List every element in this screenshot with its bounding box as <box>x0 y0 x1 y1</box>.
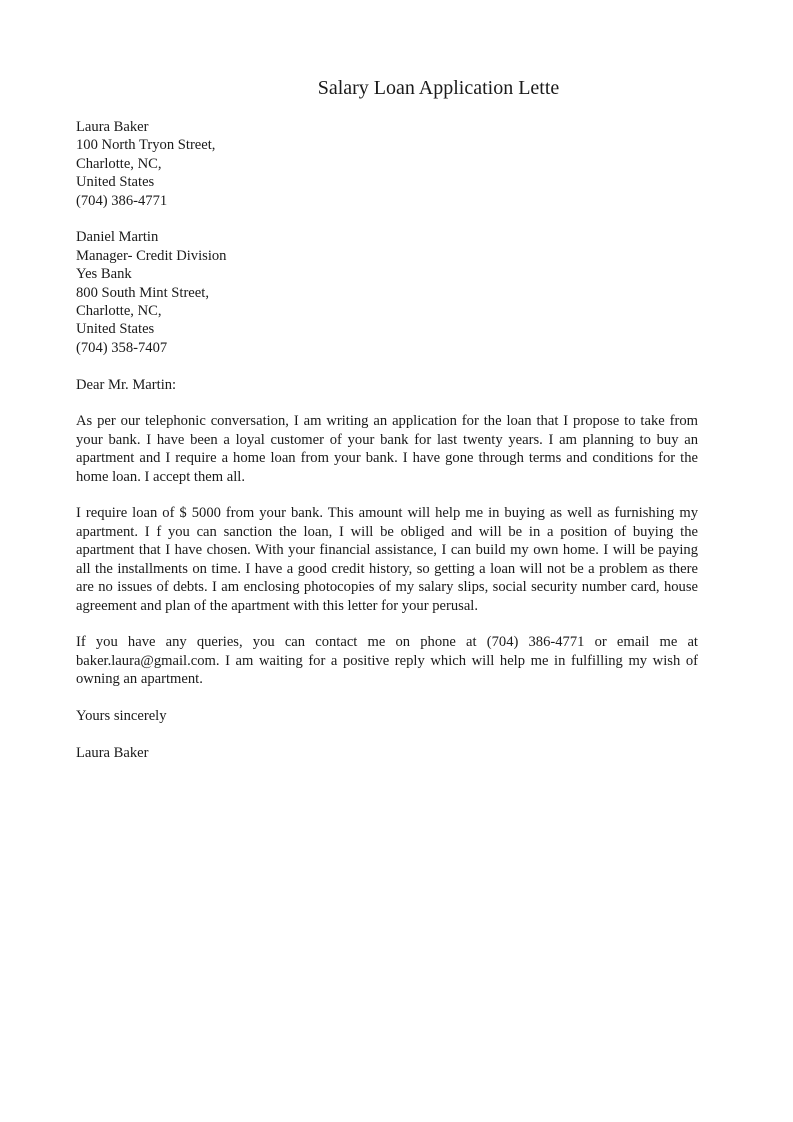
sender-name: Laura Baker <box>76 119 149 135</box>
closing: Yours sincerely <box>76 707 167 724</box>
body-paragraph-1: As per our telephonic conversation, I am writing an application for the loan that I propose to take from your bank. I have been a loyal customer of your bank for last twenty years. I am planning to buy an apartment and I require a home loan from your bank. I have gone through terms and conditions for the home loan. I accept them all. <box>76 413 698 485</box>
recipient-phone: (704) 358-7407 <box>76 339 168 356</box>
recipient-company: Yes Bank <box>76 266 132 283</box>
recipient-country: United States <box>76 321 155 338</box>
signature: Laura Baker <box>76 744 149 761</box>
spacer <box>76 210 698 228</box>
sender-phone: (704) 386-4771 <box>76 192 168 209</box>
sender-country: United States <box>76 174 155 191</box>
spacer <box>76 689 698 707</box>
spacer <box>76 394 698 412</box>
salutation: Dear Mr. Martin: <box>76 376 177 393</box>
recipient-street: 800 South Mint Street, <box>76 284 209 301</box>
body-paragraph-3: If you have any queries, you can contact me on phone at (704) 386-4771 or email me at baker.laura@gmail.com. I am waiting for a positive reply which will help me in fulfilling my wish of owning an apartment. <box>76 634 698 688</box>
body-paragraph-2: I require loan of $ 5000 from your bank. This amount will help me in buying as well as furnishing my apartment. I f you can sanction the loan, I will be obliged and will be in a position of buying the apartment that I have chosen. With your financial assistance, I can build my own home. I will be paying all the installments on time. I have a good credit history, so getting a loan will not be a problem as there are no issues of debts. I am enclosing photocopies of my salary slips, social security number card, house agreement and plan of the apartment with this letter for your perusal. <box>76 505 698 614</box>
letter-title: Salary Loan Application Lette <box>317 77 560 99</box>
spacer <box>76 357 698 375</box>
sender-street: 100 North Tryon Street, <box>76 137 216 154</box>
recipient-city: Charlotte, NC, <box>76 303 162 320</box>
letter-body <box>76 118 698 762</box>
sender-address <box>76 118 698 210</box>
recipient-name: Daniel Martin <box>76 229 159 246</box>
spacer <box>76 615 698 633</box>
spacer <box>76 725 698 743</box>
recipient-address <box>76 228 698 357</box>
sender-city: Charlotte, NC, <box>76 155 162 172</box>
spacer <box>76 486 698 504</box>
recipient-position: Manager- Credit Division <box>76 247 227 264</box>
